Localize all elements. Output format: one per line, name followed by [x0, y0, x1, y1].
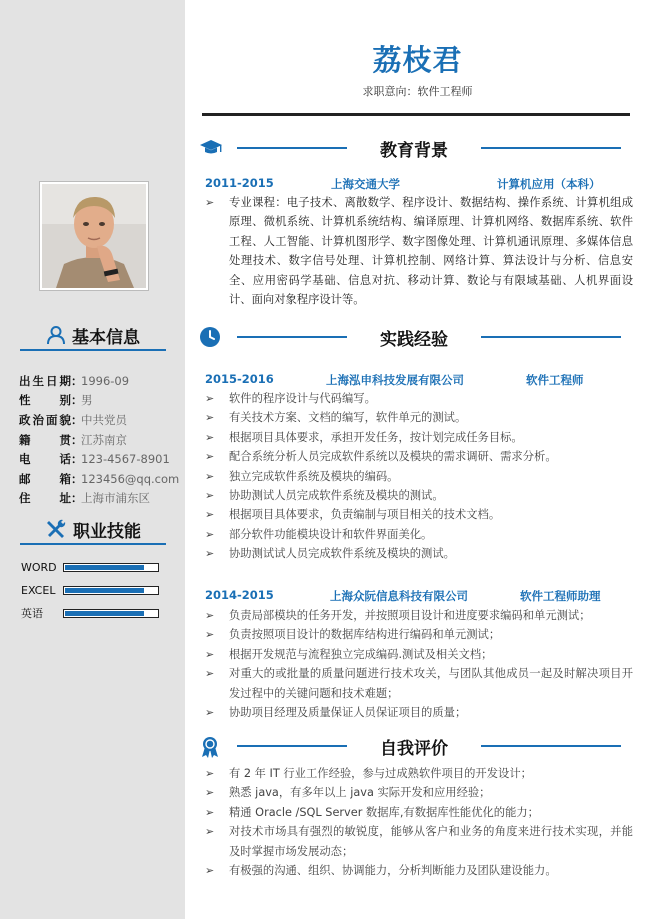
- job2-period: 2014-2015: [205, 588, 274, 602]
- list-item: ➢ 负责按照项目设计的数据库结构进行编码和单元测试；: [205, 625, 633, 644]
- experience-title: 实践经验: [380, 330, 448, 350]
- arrow-bullet-icon: ➢: [205, 411, 215, 425]
- info-value: 男: [81, 393, 93, 408]
- job1-company: 上海泓申科技发展有限公司: [326, 373, 464, 387]
- arrow-bullet-icon: ➢: [205, 392, 215, 405]
- list-item: ➢ 软件的程序设计与代码编写。: [205, 389, 633, 408]
- skill-fill: [65, 611, 144, 616]
- skills-title: 职业技能: [73, 521, 141, 542]
- experience-heading: [199, 324, 629, 350]
- list-item: ➢ 配合系统分析人员完成软件系统以及模块的需求调研、需求分析。: [205, 447, 633, 466]
- heading-line-left: [237, 147, 347, 149]
- list-item: ➢ 独立完成软件系统及模块的编码。: [205, 467, 633, 486]
- list-item: ➢ 精通 Oracle /SQL Server 数据库,有数据库性能优化的能力；: [205, 803, 633, 822]
- list-item: ➢ 有极强的沟通、组织、协调能力，分析判断能力及团队建设能力。: [205, 861, 633, 880]
- arrow-bullet-icon: ➢: [205, 527, 215, 541]
- heading-line-left: [237, 745, 347, 747]
- sidebar: [0, 0, 185, 919]
- arrow-bullet-icon: ➢: [205, 864, 215, 878]
- skills-heading: [20, 515, 166, 545]
- info-row-address: 住址 ： 上海市浦东区: [19, 491, 150, 506]
- basic-info-heading: [20, 321, 166, 351]
- info-value: 上海市浦东区: [81, 491, 150, 506]
- list-item: ➢ 根据项目具体要求，承担开发任务，按计划完成任务目标。: [205, 428, 633, 447]
- basic-info-title: 基本信息: [72, 327, 140, 348]
- arrow-bullet-icon: ➢: [205, 508, 215, 522]
- graduation-cap-icon: [199, 137, 221, 159]
- arrow-bullet-icon: ➢: [205, 489, 215, 503]
- skill-label: 英语: [21, 607, 43, 620]
- list-item: ➢ 专业课程：电子技术、离散数学、程序设计、数据结构、操作系统、计算机组成原理、微机系统、计算机系统结构、编译原理、计算机网络、数据库系统、软件工程、人工智能、计算机图形学、数字图像处理、计算机通讯原理、多媒体信息处理技术、数字信号处理、计算机控制、网络计算、算法设计与分析、信息安全、应用密码学基础、信息对抗、移动计算、数论与有限域基础、人机界面设计、面向对象程序设计等。: [205, 193, 633, 309]
- arrow-bullet-icon: ➢: [205, 825, 215, 839]
- heading-line-right: [481, 147, 621, 149]
- education-courses-list: [205, 193, 633, 309]
- skill-bar: [63, 563, 159, 572]
- job1-duties-list: [205, 389, 633, 564]
- skill-fill: [65, 588, 144, 593]
- skill-bar: [63, 609, 159, 618]
- skill-bar: [63, 586, 159, 595]
- self-eval-heading: [199, 733, 629, 759]
- clock-icon: [199, 326, 221, 348]
- list-item: ➢ 根据项目具体要求，负责编制与项目相关的技术文档。: [205, 505, 633, 524]
- info-value: 江苏南京: [81, 432, 127, 447]
- arrow-bullet-icon: ➢: [205, 609, 215, 622]
- info-row-gender: 性别 ： 男: [19, 393, 93, 408]
- info-row-hometown: 籍贯 ： 江苏南京: [19, 432, 127, 447]
- job2-company: 上海众阮信息科技有限公司: [330, 589, 468, 603]
- arrow-bullet-icon: ➢: [205, 767, 215, 780]
- arrow-bullet-icon: ➢: [205, 628, 215, 642]
- info-key: 政治面貌: [19, 412, 71, 427]
- heading-line-right: [481, 336, 621, 338]
- skill-row-excel: [21, 582, 159, 598]
- info-key: 籍贯: [19, 432, 71, 447]
- arrow-bullet-icon: ➢: [205, 450, 215, 464]
- arrow-bullet-icon: ➢: [205, 647, 215, 661]
- job-objective: 求职意向：软件工程师: [362, 85, 473, 98]
- job1-role: 软件工程师: [526, 373, 584, 387]
- list-item: ➢ 对重大的或批量的质量问题进行技术攻关，与团队其他成员一起及时解决项目开发过程中的关键问题和技术难题；: [205, 664, 633, 703]
- list-item: ➢ 协助测试试人员完成软件系统及模块的测试。: [205, 544, 633, 563]
- tools-icon: [45, 518, 67, 540]
- info-value: 123456@qq.com: [81, 471, 180, 486]
- list-item: ➢ 负责局部模块的任务开发，并按照项目设计和进度要求编码和单元测试；: [205, 606, 633, 625]
- arrow-bullet-icon: ➢: [205, 547, 215, 561]
- info-value: 123-4567-8901: [81, 452, 170, 467]
- info-value: 中共党员: [81, 412, 127, 427]
- info-key: 性别: [19, 393, 71, 408]
- skill-fill: [65, 565, 144, 570]
- list-item: ➢ 根据开发规范与流程独立完成编码.测试及相关文档；: [205, 645, 633, 664]
- arrow-bullet-icon: ➢: [205, 430, 215, 444]
- list-item: ➢ 协助测试人员完成软件系统及模块的测试。: [205, 486, 633, 505]
- info-key: 出生日期: [19, 373, 71, 388]
- basic-info-list: [19, 371, 185, 508]
- education-major: 计算机应用（本科）: [497, 177, 601, 191]
- list-item: ➢ 协助项目经理及质量保证人员保证项目的质量；: [205, 703, 633, 722]
- info-key: 邮箱: [19, 471, 71, 486]
- arrow-bullet-icon: ➢: [205, 667, 215, 681]
- skill-label: WORD: [21, 560, 57, 574]
- info-value: 1996-09: [81, 373, 130, 388]
- heading-line-left: [237, 336, 347, 338]
- skill-row-word: [21, 559, 159, 575]
- arrow-bullet-icon: ➢: [205, 469, 215, 483]
- info-row-political: 政治面貌 ： 中共党员: [19, 412, 127, 427]
- info-key: 住址: [19, 491, 71, 506]
- education-period: 2011-2015: [205, 176, 274, 190]
- info-row-birthdate: 出生日期 ： 1996-09: [19, 373, 130, 388]
- person-icon: [46, 325, 66, 345]
- arrow-bullet-icon: ➢: [205, 196, 215, 209]
- heading-line-right: [481, 745, 621, 747]
- list-item: ➢ 有 2 年 IT 行业工作经验，参与过成熟软件项目的开发设计；: [205, 764, 633, 783]
- candidate-name: 荔枝君: [372, 43, 463, 77]
- education-school: 上海交通大学: [331, 177, 400, 191]
- arrow-bullet-icon: ➢: [205, 706, 215, 720]
- info-key: 电话: [19, 452, 71, 467]
- job2-duties-list: [205, 606, 633, 722]
- list-item: ➢ 对技术市场具有强烈的敏锐度，能够从客户和业务的角度来进行技术实现，并能及时掌握市场发展动态；: [205, 822, 633, 861]
- info-row-email: 邮箱 ： 123456@qq.com: [19, 471, 180, 486]
- arrow-bullet-icon: ➢: [205, 786, 215, 800]
- self-eval-title: 自我评价: [380, 739, 448, 759]
- self-eval-list: [205, 764, 633, 880]
- education-heading: [199, 135, 629, 161]
- info-row-phone: 电话 ： 123-4567-8901: [19, 452, 170, 467]
- list-item: ➢ 部分软件功能模块设计和软件界面美化。: [205, 525, 633, 544]
- skill-row-english: [21, 605, 159, 621]
- profile-photo: [40, 182, 148, 290]
- skill-label: EXCEL: [21, 583, 56, 597]
- header-divider: [202, 113, 630, 116]
- award-ribbon-icon: [199, 735, 221, 757]
- list-item: ➢ 有关技术方案、文档的编写，软件单元的测试。: [205, 408, 633, 427]
- list-item: ➢ 熟悉 java，有多年以上 java 实际开发和应用经验；: [205, 783, 633, 802]
- education-title: 教育背景: [380, 141, 448, 161]
- job1-period: 2015-2016: [205, 372, 274, 386]
- arrow-bullet-icon: ➢: [205, 805, 215, 819]
- job2-role: 软件工程师助理: [520, 589, 601, 603]
